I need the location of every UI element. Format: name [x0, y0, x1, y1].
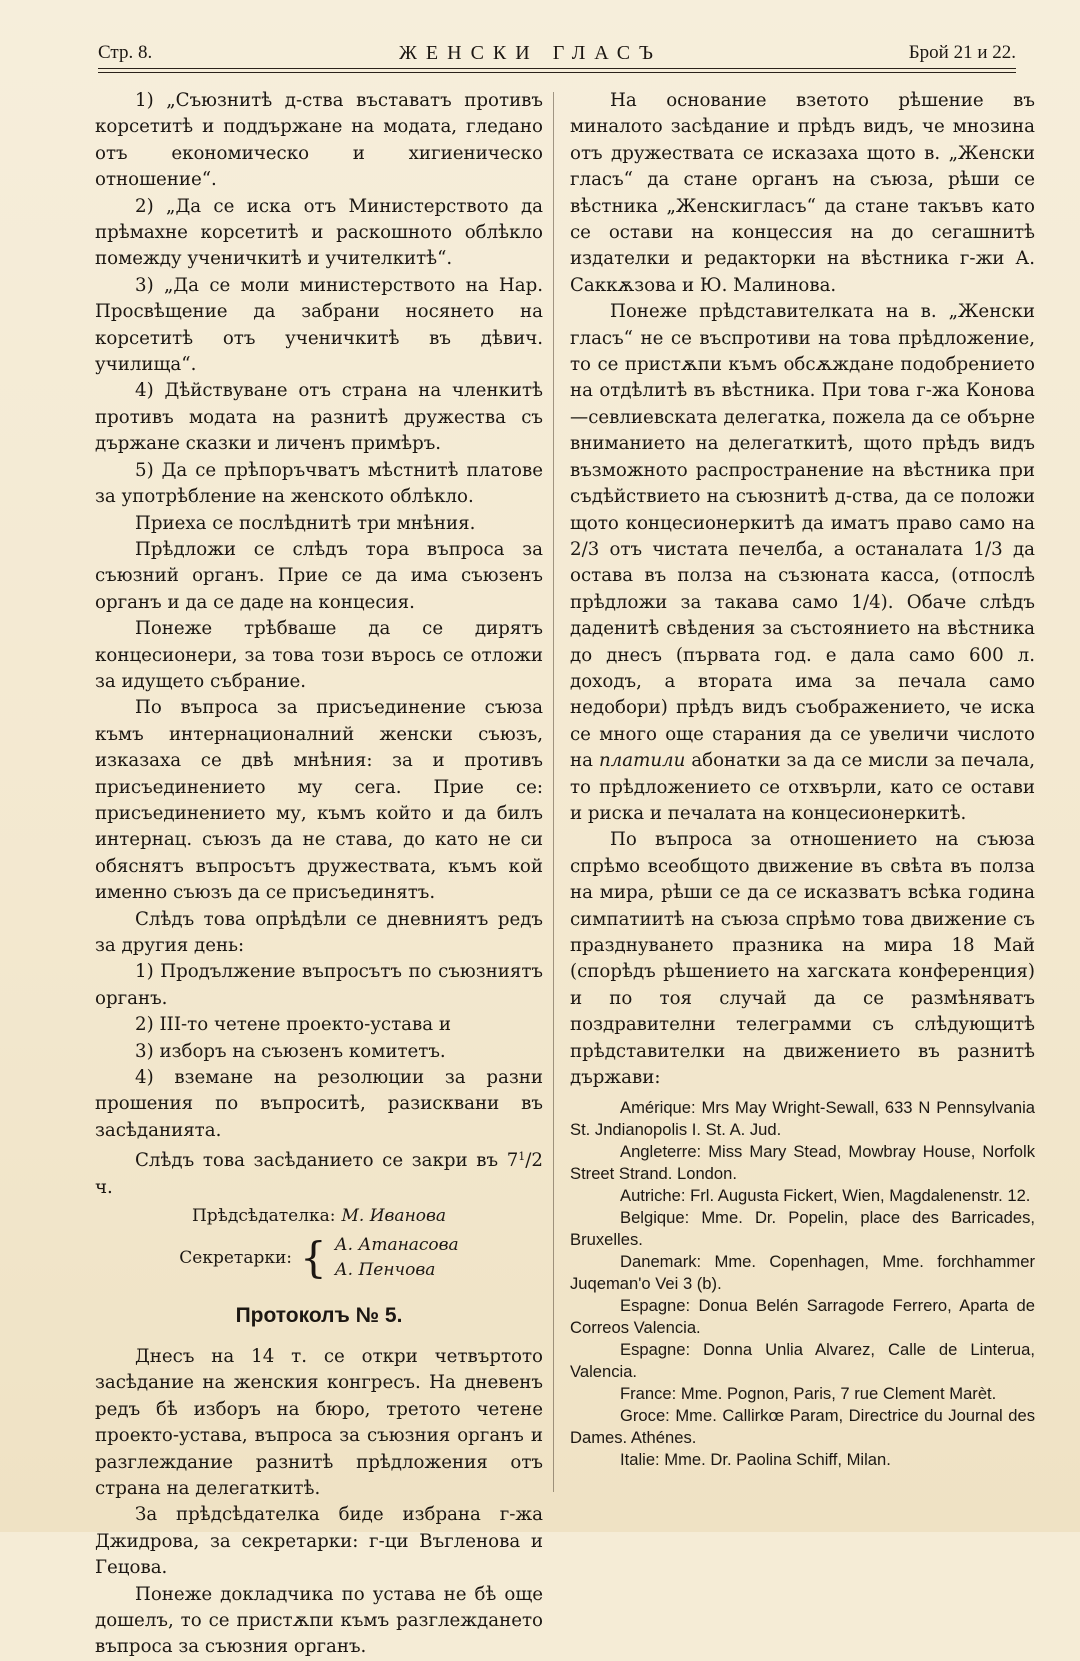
- address-list: [570, 1097, 1035, 1471]
- agenda-item: 4) вземане на резолюции за разни прошения по въпроситѣ, разисквани въ засѣданията.: [95, 1067, 543, 1141]
- address-entry: France: Mme. Pognon, Paris, 7 rue Clement Marèt.: [620, 1384, 997, 1404]
- text-run: абонатки за да се мисли за печала, то прѣдложението се отхвърли, като се остави и риска и печалата на концесионеркитѣ.: [570, 750, 1036, 824]
- paragraph: Днесъ на 14 т. се откри четвъртото засѣдание на женския конгресъ. На дневенъ редъ бѣ изборъ на бюро, третото четене проекто-устава, въпроса за съюзния органъ и разглеждание разнитѣ прѣдложения отъ страна на делегаткитѣ.: [95, 1345, 543, 1499]
- header-rule-thin: [98, 72, 1016, 73]
- text-run: ). Обаче слѣдъ даденитѣ свѣдения за състоянието на вѣстника до днесъ (първата год. е дала само 600 л. доходъ, а втората има за печала само недобори) прѣдъ видъ съображението, че иска се много още старания да се увеличи числото на: [570, 591, 1035, 772]
- closing-text: Слѣдъ това засѣданието се закри въ 7: [135, 1150, 519, 1172]
- address-entry: Autriche: Frl. Augusta Fickert, Wien, Magdalenenstr. 12.: [620, 1186, 1031, 1206]
- paragraph-concession: [570, 299, 1035, 827]
- address-entry: Danemark: Mme. Copenhagen, Mme. forchhammer Juqeman'o Vei 3 (b).: [570, 1252, 1035, 1294]
- secretaries-signature: [95, 1233, 543, 1283]
- paragraph: 4) Дѣйствуване отъ страна на членкитѣ противъ модата на разнитѣ дружества съ държане сказки и личенъ примѣръ.: [95, 380, 543, 455]
- text-run: Понеже прѣдставителката на в. „Женски гласъ“ не се въспротиви на това прѣдложение, то се пристѫпи къмъ обсѫждане подобрението на отдѣлитѣ въ вѣстника. При това г-жа Конова—севлиевската делегатка, пожела да се обърне вниманието на делегаткитѣ, щото прѣдъ видъ възможното распространение на вѣстника при съдѣйствието на съюзнитѣ д-ства, да се положи щото концесионеркитѣ да иматъ право само на: [570, 301, 1035, 534]
- chair-label: Прѣдсѣдателка:: [191, 1206, 336, 1227]
- paragraph: По въпроса за отношението на съюза спрѣмо всеобщото движение въ свѣта въ полза на мира, рѣши се да се исказватъ всѣка година симпатиитѣ на съюза спрѣмо това движение съ празднуването празника на мира 18 Май (спорѣдъ рѣшението на хагската конференция) и по тоя случай да се размѣняватъ поздравителни телеграмми съ слѣдующитѣ прѣдставителки на движението въ разнитѣ държави:: [570, 829, 1035, 1089]
- column-divider: [553, 92, 554, 1492]
- address-entry: Amérique: Mrs May Wright-Sewall, 633 N Pennsylvania St. Jndianopolis I. St. A. Jud.: [570, 1098, 1035, 1140]
- right-column: [570, 88, 1035, 1471]
- paragraph: 2) „Да се иска отъ Министерството да прѣмахне корсетитѣ и раскошното облѣкло помежду ученичкитѣ и учителкитѣ“.: [95, 195, 543, 270]
- address-entry: Belgique: Mme. Dr. Popelin, place des Barricades, Bruxelles.: [570, 1208, 1035, 1250]
- fraction: 1/4: [851, 591, 881, 613]
- paragraph: Приеха се послѣднитѣ три мнѣния.: [135, 512, 476, 534]
- issue-number: Брой 21 и 22.: [908, 42, 1016, 63]
- agenda-item: 3) изборъ на съюзенъ комитетъ.: [135, 1040, 446, 1062]
- agenda-item: 1) Продължение въпросътъ по съюзниятъ органъ.: [95, 961, 543, 1009]
- secretaries-label: Секретарки:: [179, 1248, 293, 1269]
- address-entry: Angleterre: Miss Mary Stead, Mowbray House, Norfolk Street Strand. London.: [570, 1142, 1035, 1184]
- address-entry: Groce: Mme. Callirkœ Param, Directrice du Journal des Dames. Athénes.: [570, 1406, 1035, 1448]
- address-entry: Espagne: Donna Unlia Alvarez, Calle de Linterua, Valencia.: [570, 1340, 1035, 1382]
- agenda-item: 2) III-то четене проекто-устава и: [135, 1014, 451, 1036]
- paragraph: 3) „Да се моли министерството на Нар. Просвѣщение да забрани носянето на корсетитѣ отъ ученичкитѣ въ дѣвич. училища“.: [95, 274, 543, 376]
- closing-text-end: /2 ч.: [95, 1150, 543, 1198]
- paragraph: На основание взетото рѣшение въ миналото засѣдание и прѣдъ видъ, че мнозина отъ дружествата се исказаха щото в. „Женски гласъ“ да стане органъ на съюза, рѣши се вѣстника „Женскигласъ“ да стане такъвъ като се остави на концессия на до сегашнитѣ издателки и редакторки на вѣстника г-жи А. Саккѫзова и Ю. Малинова.: [570, 90, 1035, 296]
- brace-icon: {: [300, 1233, 327, 1283]
- closing-line: [95, 1144, 543, 1201]
- paragraph: Понеже трѣбваше да се дирятъ концесионери, за това този върось се отложи за идущето събрание.: [95, 618, 543, 692]
- page-number: Стр. 8.: [98, 42, 153, 63]
- chair-signature: [95, 1203, 543, 1229]
- address-entry: Italie: Mme. Dr. Paolina Schiff, Milan.: [620, 1450, 891, 1470]
- fraction: 2/3: [570, 538, 600, 560]
- emphasis: платили: [598, 750, 686, 772]
- text-run: да остава въ полза на съзюната касса, (отпослѣ прѣдложи за такава само: [570, 538, 1035, 613]
- paragraph: Понеже докладчика по устава не бѣ още дошелъ, то се пристѫпи къмъ разглеждането въпроса за съюзния органъ.: [95, 1583, 543, 1658]
- secretary-name: А. Атанасова: [334, 1235, 459, 1256]
- paragraph: По въпроса за присъединение съюза къмъ интернационалний женски съюзъ, изказаха се двѣ мнѣния: за и противъ присъединението му сега. Прие се: присъединението му, къмъ който и да билъ интернац. съюзъ да не става, до като не си обяснятъ въпросътъ дружествата, къмъ кой именно съюзъ да се присъединятъ.: [95, 697, 543, 904]
- address-entry: Espagne: Donua Belén Sarragode Ferrero, Aparta de Correos Valencia.: [570, 1296, 1035, 1338]
- newspaper-title: ЖЕНСКИ ГЛАСЪ: [398, 41, 662, 64]
- paragraph: 5) Да се прѣпоръчватъ мѣстнитѣ платове за употрѣбление на женското облѣкло.: [95, 459, 543, 508]
- fraction: 1/3: [973, 538, 1003, 560]
- paragraph: За прѣдсѣдателка биде избрана г-жа Джидрова, за секретарки: г-ци Въгленова и Гецова.: [95, 1504, 543, 1579]
- header-rule: [98, 68, 1016, 69]
- secretary-name: А. Пенчова: [334, 1260, 436, 1281]
- secretaries-names: [335, 1233, 459, 1283]
- left-column: [95, 88, 543, 1661]
- paragraph: Слѣдъ това опрѣдѣли се дневниятъ редъ за другия день:: [95, 908, 543, 956]
- chair-name: М. Иванова: [341, 1206, 447, 1227]
- paragraph: 1) „Съюзнитѣ д-ства въставатъ противъ корсетитѣ и поддържане на модата, гледано отъ економическо и хигиеническо отношение“.: [95, 90, 543, 191]
- paragraph: Прѣдложи се слѣдъ тора въпроса за съюзний органъ. Прие се да има съюзенъ органъ и да се даде на концесия.: [95, 538, 543, 613]
- section-heading: Протоколъ № 5.: [235, 1304, 403, 1328]
- fraction-numerator: 1: [518, 1150, 526, 1164]
- text-run: отъ чистата печелба, а останалата: [599, 538, 974, 560]
- page-header: [98, 38, 1016, 68]
